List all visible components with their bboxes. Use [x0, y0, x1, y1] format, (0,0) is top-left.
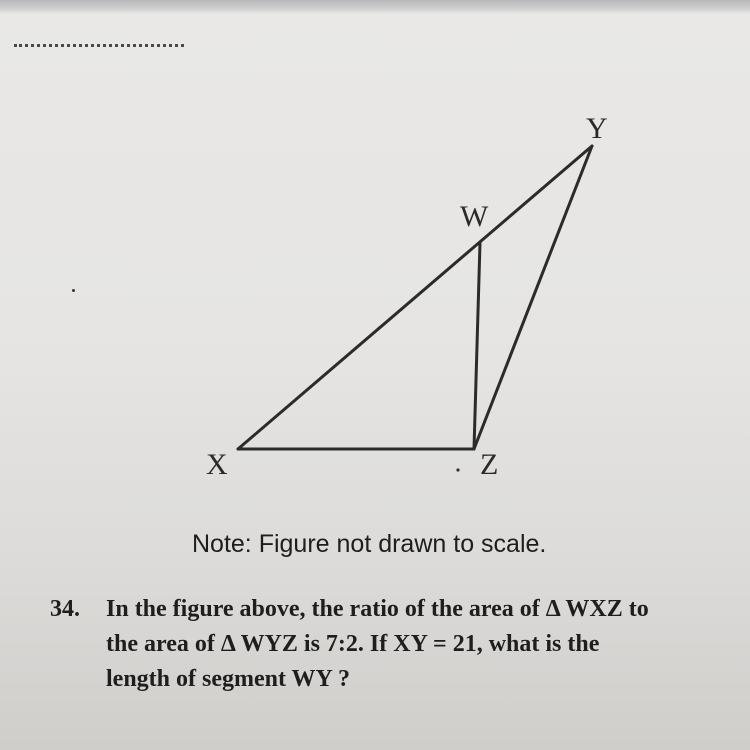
stray-dot-near-z [456, 468, 459, 471]
question-number: 34. [50, 596, 80, 622]
segment-xy [238, 146, 592, 449]
question-text: In the figure above, the ratio of the area of Δ WXZ to the area of Δ WYZ is 7:2. If XY = 21, what is the length of segment WY ? [106, 596, 649, 692]
vertex-label-x: X [206, 448, 228, 481]
vertex-label-y: Y [586, 112, 608, 145]
segment-wz [474, 243, 480, 449]
vertex-label-z: Z [480, 448, 499, 481]
segment-yz [474, 146, 592, 449]
question-block [50, 592, 740, 697]
vertex-label-w: W [460, 200, 489, 233]
figure-note: Note: Figure not drawn to scale. [192, 530, 547, 558]
